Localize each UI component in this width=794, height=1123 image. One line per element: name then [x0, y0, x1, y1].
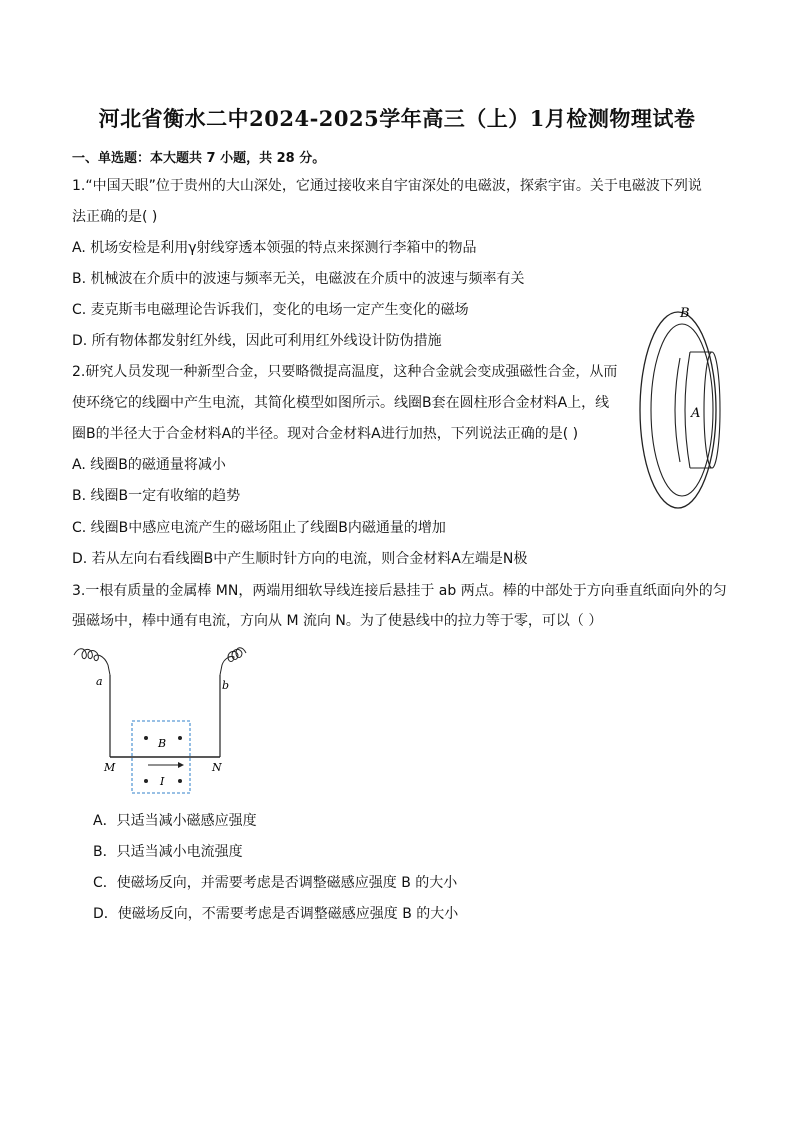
q3-option-c: C．使磁场反向，并需要考虑是否调整磁感应强度 B 的大小: [93, 875, 458, 891]
label-b: b: [222, 679, 230, 692]
q2-option-d: D. 若从左向右看线圈B中产生顺时针方向的电流，则合金材料A左端是N极: [72, 551, 528, 567]
q3-option-a: A．只适当减小磁感应强度: [93, 813, 257, 829]
q2-option-c: C. 线圈B中感应电流产生的磁场阻止了线圈B内磁通量的增加: [72, 520, 446, 536]
q1-option-b: B. 机械波在介质中的波速与频率无关，电磁波在介质中的波速与频率有关: [72, 271, 525, 287]
field-dot: [144, 779, 148, 783]
q2-option-b: B. 线圈B一定有收缩的趋势: [72, 488, 241, 504]
section-heading: 一、单选题：本大题共 7 小题，共 28 分。: [72, 151, 326, 166]
q2-stem-line3: 圈B的半径大于合金材料A的半径。现对合金材料A进行加热，下列说法正确的是( ): [72, 426, 579, 442]
q1-option-d: D. 所有物体都发射红外线，因此可利用红外线设计防伪措施: [72, 333, 442, 349]
label-n: N: [212, 761, 222, 774]
q3-option-b: B．只适当减小电流强度: [93, 844, 243, 860]
label-a: A: [691, 406, 701, 421]
q1-option-a: A. 机场安检是利用γ射线穿透本领强的特点来探测行李箱中的物品: [72, 240, 477, 256]
field-dot: [178, 736, 182, 740]
field-dot: [144, 736, 148, 740]
exam-title: 河北省衡水二中2024-2025学年高三（上）1月检测物理试卷: [98, 106, 696, 131]
q2-option-a: A. 线圈B的磁通量将减小: [72, 457, 226, 473]
q2-coil-figure: [630, 300, 730, 515]
q2-stem-line2: 使环绕它的线圈中产生电流，其简化模型如图所示。线圈B套在圆柱形合金材料A上，线: [72, 395, 610, 411]
label-a: a: [96, 675, 103, 688]
q3-stem-line2: 强磁场中，棒中通有电流，方向从 M 流向 N。为了使悬线中的拉力等于零，可以（ ）: [72, 613, 603, 629]
spring-b: [220, 648, 246, 675]
q1-option-c: C. 麦克斯韦电磁理论告诉我们，变化的电场一定产生变化的磁场: [72, 302, 469, 318]
q1-stem-line2: 法正确的是( ): [72, 209, 158, 225]
cylinder-a-front: [685, 352, 690, 468]
current-arrow-head: [178, 762, 184, 768]
q1-stem-line1: 1.“中国天眼”位于贵州的大山深处，它通过接收来自宇宙深处的电磁波，探索宇宙。关于电磁波下列说: [72, 178, 702, 194]
cylinder-a-back: [704, 352, 720, 468]
label-field-b: B: [158, 737, 167, 750]
field-dot: [178, 779, 182, 783]
q3-stem-line1: 3.一根有质量的金属棒 MN，两端用细软导线连接后悬挂于 ab 两点。棒的中部处于方向垂直纸面向外的匀: [72, 583, 727, 599]
q2-stem-line1: 2.研究人员发现一种新型合金，只要略微提高温度，这种合金就会变成强磁性合金，从而: [72, 364, 618, 380]
q3-rod-figure: [70, 645, 260, 795]
label-m: M: [104, 761, 116, 774]
q3-option-d: D．使磁场反向，不需要考虑是否调整磁感应强度 B 的大小: [93, 906, 459, 922]
label-current-i: I: [160, 775, 165, 788]
label-b: B: [680, 306, 690, 321]
spring-a: [74, 649, 110, 675]
cylinder-a-side: [675, 358, 680, 462]
